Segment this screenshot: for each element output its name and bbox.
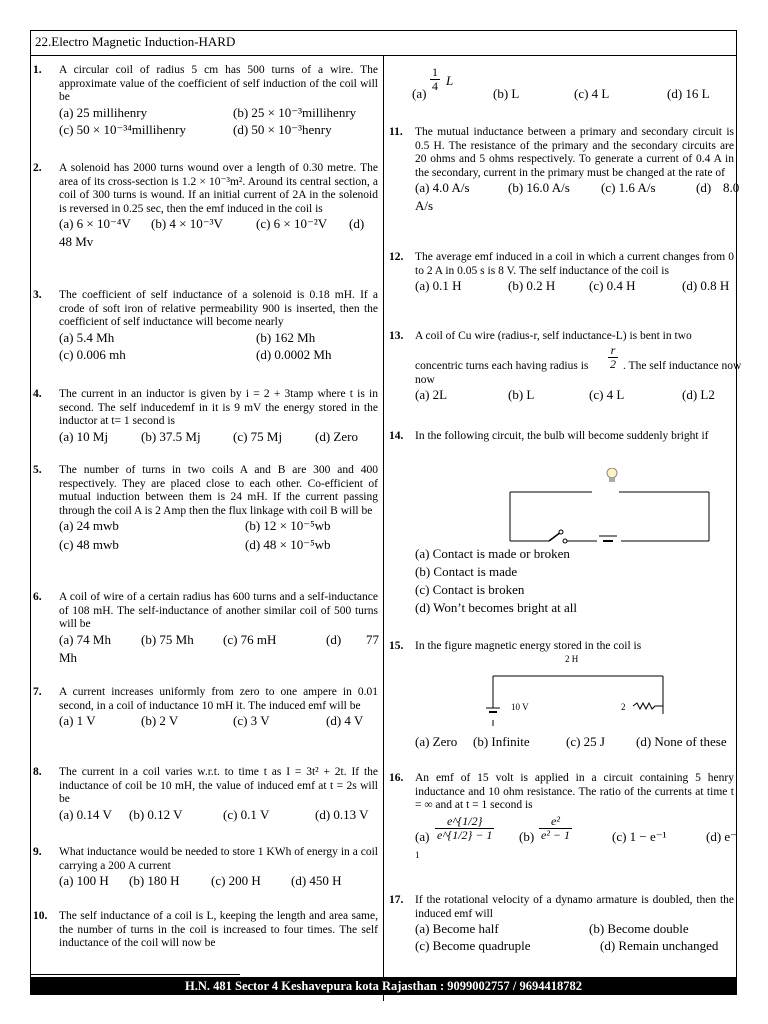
option-a-subscript: 1 <box>415 849 420 860</box>
question-stem: The average emf induced in a coil in which a current changes from 0 to 2 A in 0.05 s is 8 V. The self inductance of the coil is <box>415 251 734 277</box>
option-c[interactable]: (c) 6 × 10⁻²V <box>256 216 328 231</box>
option-c[interactable]: (c) Become quadruple <box>415 938 531 953</box>
question-number: 8. <box>33 766 42 778</box>
option-c[interactable]: (c) 48 mwb <box>59 537 119 552</box>
fraction-numerator: e² <box>539 815 572 829</box>
question-number: 7. <box>33 686 42 698</box>
option-d[interactable]: (d) 16 L <box>667 86 710 101</box>
option-a-fraction <box>435 815 494 842</box>
column-divider <box>383 56 384 1001</box>
option-d[interactable]: (d) Zero <box>315 428 358 444</box>
question-stem: The current in a coil varies w.r.t. to time t as I = 3t² + 2t. If the inductance of coil be 10 mH, the value of induced emf at t = 2s will be <box>59 766 378 805</box>
option-d[interactable]: (d) 0.13 V <box>315 806 369 822</box>
footer-rule <box>30 974 240 975</box>
option-b[interactable]: (b) 25 × 10⁻³millihenry <box>233 104 357 120</box>
option-a[interactable]: (a) <box>415 828 430 844</box>
question-stem: In the figure magnetic energy stored in the coil is <box>415 640 642 652</box>
question-number: 9. <box>33 846 42 858</box>
question-17 <box>389 894 734 955</box>
question-number: 16. <box>389 772 404 784</box>
option-a[interactable]: (a) 100 H <box>59 873 109 888</box>
question-6 <box>33 591 378 667</box>
option-d[interactable]: (d) L2 <box>682 387 715 402</box>
option-d-value: 8.0 <box>723 180 740 195</box>
question-stem: A coil of wire of a certain radius has 600 turns and a self-inductance of 108 mH. The self-inductance of another similar coil of 500 turns will be <box>59 591 378 630</box>
option-b[interactable]: (b) 0.2 H <box>508 278 556 293</box>
fraction-denominator: 2 <box>610 356 616 371</box>
fraction-denominator: e^{1/2} − 1 <box>437 827 493 842</box>
fraction-denominator: 4 <box>432 79 438 93</box>
bulb-icon <box>607 468 617 478</box>
option-b[interactable]: (b) Contact is made <box>415 564 518 579</box>
bulb-circuit-diagram <box>389 468 734 548</box>
option-a[interactable]: (a) 5.4 Mh <box>59 329 115 345</box>
option-d[interactable]: (d) Remain unchanged <box>600 938 719 953</box>
option-c[interactable]: (c) 3 V <box>233 713 270 728</box>
option-b[interactable]: (b) Infinite <box>473 734 530 749</box>
option-b[interactable]: (b) 12 × 10⁻⁵wb <box>245 518 331 533</box>
option-c[interactable]: (c) 0.006 mh <box>59 346 126 362</box>
question-number: 3. <box>33 289 42 301</box>
option-c[interactable]: (c) 0.4 H <box>589 278 636 293</box>
question-number: 5. <box>33 464 42 476</box>
option-a[interactable]: (a) Zero <box>415 734 458 749</box>
battery-label: 10 V <box>511 702 529 712</box>
option-c[interactable]: (c) 1 − e⁻¹ <box>612 828 667 844</box>
question-stem-part: . The self inductance now <box>623 359 742 372</box>
question-8 <box>33 766 378 824</box>
option-d-value: 77 <box>366 631 379 647</box>
option-b[interactable]: (b) 180 H <box>129 873 180 888</box>
option-d-unit: Mh <box>59 649 78 665</box>
option-d[interactable]: (d) <box>349 216 365 231</box>
fraction-denominator: e² − 1 <box>541 827 571 842</box>
option-c[interactable]: (c) 75 Mj <box>233 428 283 444</box>
question-stem: The self inductance of a coil is L, keeping the length and area same, the number of turns in the coil is increased to four times. The self inductance of the coil will now be <box>59 910 378 949</box>
option-d[interactable]: (d) <box>696 180 712 195</box>
option-d[interactable]: (d) 50 × 10⁻³henry <box>233 121 332 137</box>
option-d-unit: A/s <box>415 198 434 213</box>
option-d[interactable]: (d) <box>326 631 342 647</box>
option-b[interactable]: (b) 162 Mh <box>256 329 316 345</box>
question-4 <box>33 388 378 446</box>
question-stem: The number of turns in two coils A and B are 300 and 400 respectively. They are placed close to each other. Co-efficient of mutual induction between them is 24 mH. If the current passing through the coil A is 2 Amp then the flux linkage with coil B will be <box>59 464 378 517</box>
fraction-numerator: r <box>608 344 618 358</box>
question-stem: An emf of 15 volt is applied in a circuit containing 5 henry inductance and 10 ohm resistance. The ratio of the currents at time t = ∞ and at t = 1 second is <box>415 772 734 811</box>
question-3 <box>33 289 378 364</box>
question-13 <box>389 330 742 404</box>
question-7 <box>33 686 378 730</box>
option-d[interactable]: (d) 48 × 10⁻⁵wb <box>245 537 331 552</box>
question-12 <box>389 251 734 295</box>
question-2 <box>33 162 378 251</box>
option-a[interactable]: (a) 6 × 10⁻⁴V <box>59 216 131 231</box>
option-a[interactable]: (a) 4.0 A/s <box>415 180 470 195</box>
option-a[interactable]: (a) 0.1 H <box>415 278 462 293</box>
question-number: 14. <box>389 430 404 442</box>
resistor-label: 2 <box>621 702 626 712</box>
option-a[interactable]: (a) Contact is made or broken <box>415 546 570 561</box>
option-c[interactable]: (c) 4 L <box>589 387 625 402</box>
option-c[interactable]: (c) 200 H <box>211 873 261 888</box>
question-10 <box>33 910 378 951</box>
question-stem: A current increases uniformly from zero to one ampere in 0.01 second, in a coil of inductance 10 mH it. The induced emf will be <box>59 686 378 712</box>
option-b[interactable]: (b) 2 V <box>141 713 179 728</box>
option-a-variable: L <box>446 73 454 88</box>
option-b[interactable]: (b) L <box>493 86 520 101</box>
option-b[interactable]: (b) <box>519 828 535 844</box>
option-d[interactable]: (d) None of these <box>636 734 727 749</box>
question-15 <box>389 640 734 749</box>
question-stem-part: now <box>415 373 435 386</box>
option-c[interactable]: (c) 50 × 10⁻³⁴millihenry <box>59 121 186 137</box>
question-number: 10. <box>33 910 48 922</box>
rl-circuit-diagram <box>389 654 734 726</box>
option-a[interactable]: (a) 25 millihenry <box>59 104 148 120</box>
question-stem: In the following circuit, the bulb will become suddenly bright if <box>415 430 709 442</box>
option-a[interactable]: (a) 24 mwb <box>59 518 119 533</box>
option-b[interactable]: (b) L <box>508 387 535 402</box>
option-b[interactable]: (b) 75 Mh <box>141 631 194 647</box>
option-a[interactable]: (a) <box>412 86 427 101</box>
option-b-fraction <box>539 815 572 842</box>
option-d[interactable]: (d) 0.0002 Mh <box>256 346 332 362</box>
question-1 <box>33 64 378 139</box>
option-b[interactable]: (b) 4 × 10⁻³V <box>151 216 223 231</box>
option-c[interactable]: (c) 76 mH <box>223 631 277 647</box>
option-c[interactable]: (c) 4 L <box>574 86 610 101</box>
question-stem: The mutual inductance between a primary and secondary circuit is 0.5 H. The resistance of the primary and the secondary circuits are 20 ohms and 5 ohms respectively. To generate a current of 0.4 A in the secondary, current in the primary must be changed at the rate of <box>415 126 734 179</box>
radius-fraction <box>608 344 618 371</box>
option-a[interactable]: (a) 10 Mj <box>59 428 109 444</box>
fraction-numerator: 1 <box>432 65 438 79</box>
option-d[interactable]: (d) Won’t becomes bright at all <box>415 600 578 615</box>
question-number: 1. <box>33 64 42 76</box>
resistor-icon <box>633 703 663 709</box>
option-a-fraction <box>430 66 440 93</box>
question-number: 11. <box>389 126 403 138</box>
question-stem-part: concentric turns each having radius is <box>415 359 589 372</box>
option-c[interactable]: (c) Contact is broken <box>415 582 525 597</box>
question-stem: The current in an inductor is given by i = 2 + 3tamp where t is in second. The self inducedemf in it is 9 mV the energy stored in the inductor at t= 1 second is <box>59 388 378 427</box>
question-11 <box>389 126 740 215</box>
question-14 <box>389 430 734 615</box>
option-b[interactable]: (b) 16.0 A/s <box>508 180 570 195</box>
option-d[interactable]: (d) 4 V <box>326 713 364 728</box>
option-a[interactable]: (a) 0.14 V <box>59 806 112 822</box>
question-stem: A circular coil of radius 5 cm has 500 turns of a wire. The approximate value of the coefficient of self induction of the coil will be <box>59 64 378 103</box>
option-b[interactable]: (b) Become double <box>589 921 689 936</box>
question-16 <box>389 772 738 865</box>
question-number: 12. <box>389 251 404 263</box>
footer-address: H.N. 481 Sector 4 Keshavepura kota Rajasthan : 9099002757 / 9694418782 <box>30 977 737 995</box>
question-number: 6. <box>33 591 42 603</box>
question-stem: If the rotational velocity of a dynamo armature is doubled, then the induced emf will <box>415 894 734 920</box>
fraction-numerator: e^{1/2} <box>435 815 494 829</box>
inductor-label: 2 H <box>565 654 579 664</box>
question-9 <box>33 846 378 890</box>
question-stem: A coil of Cu wire (radius-r, self inductance-L) is bent in two <box>415 330 692 342</box>
option-c[interactable]: (c) 1.6 A/s <box>601 180 656 195</box>
page-title: 22.Electro Magnetic Induction-HARD <box>31 31 736 56</box>
question-10-options <box>386 66 734 102</box>
option-a[interactable]: (a) 2L <box>415 387 448 402</box>
option-d[interactable]: (d) 0.8 H <box>682 278 730 293</box>
question-5 <box>33 464 378 554</box>
question-number: 13. <box>389 330 404 342</box>
option-a[interactable]: (a) Become half <box>415 921 499 936</box>
option-c[interactable]: (c) 25 J <box>566 734 605 749</box>
option-a[interactable]: (a) 74 Mh <box>59 631 111 647</box>
question-stem: The coefficient of self inductance of a solenoid is 0.18 mH. If a crode of soft iron of relative permeability 900 is inserted, then the coefficient of self inductance will become nearly <box>59 289 378 328</box>
question-number: 2. <box>33 162 42 174</box>
option-d[interactable]: (d) e⁻ <box>706 828 738 844</box>
option-b[interactable]: (b) 0.12 V <box>129 806 183 822</box>
option-c[interactable]: (c) 0.1 V <box>223 806 270 822</box>
option-d-value: 48 Mv <box>59 234 94 249</box>
option-b[interactable]: (b) 37.5 Mj <box>141 428 201 444</box>
question-number: 17. <box>389 894 404 906</box>
option-d[interactable]: (d) 450 H <box>291 873 342 888</box>
question-number: 4. <box>33 388 42 400</box>
option-a[interactable]: (a) 1 V <box>59 713 96 728</box>
question-number: 15. <box>389 640 404 652</box>
question-stem: What inductance would be needed to store 1 KWh of energy in a coil carrying a 200 A current <box>59 846 378 872</box>
question-stem: A solenoid has 2000 turns wound over a length of 0.30 metre. The area of its cross-section is 1.2 × 10⁻³m². Around its central section, a coil of 300 turns is wound. If an initial current of 2A in the solenoid is reversed in 0.25 sec, then the emf induced in the coil is <box>59 162 378 215</box>
